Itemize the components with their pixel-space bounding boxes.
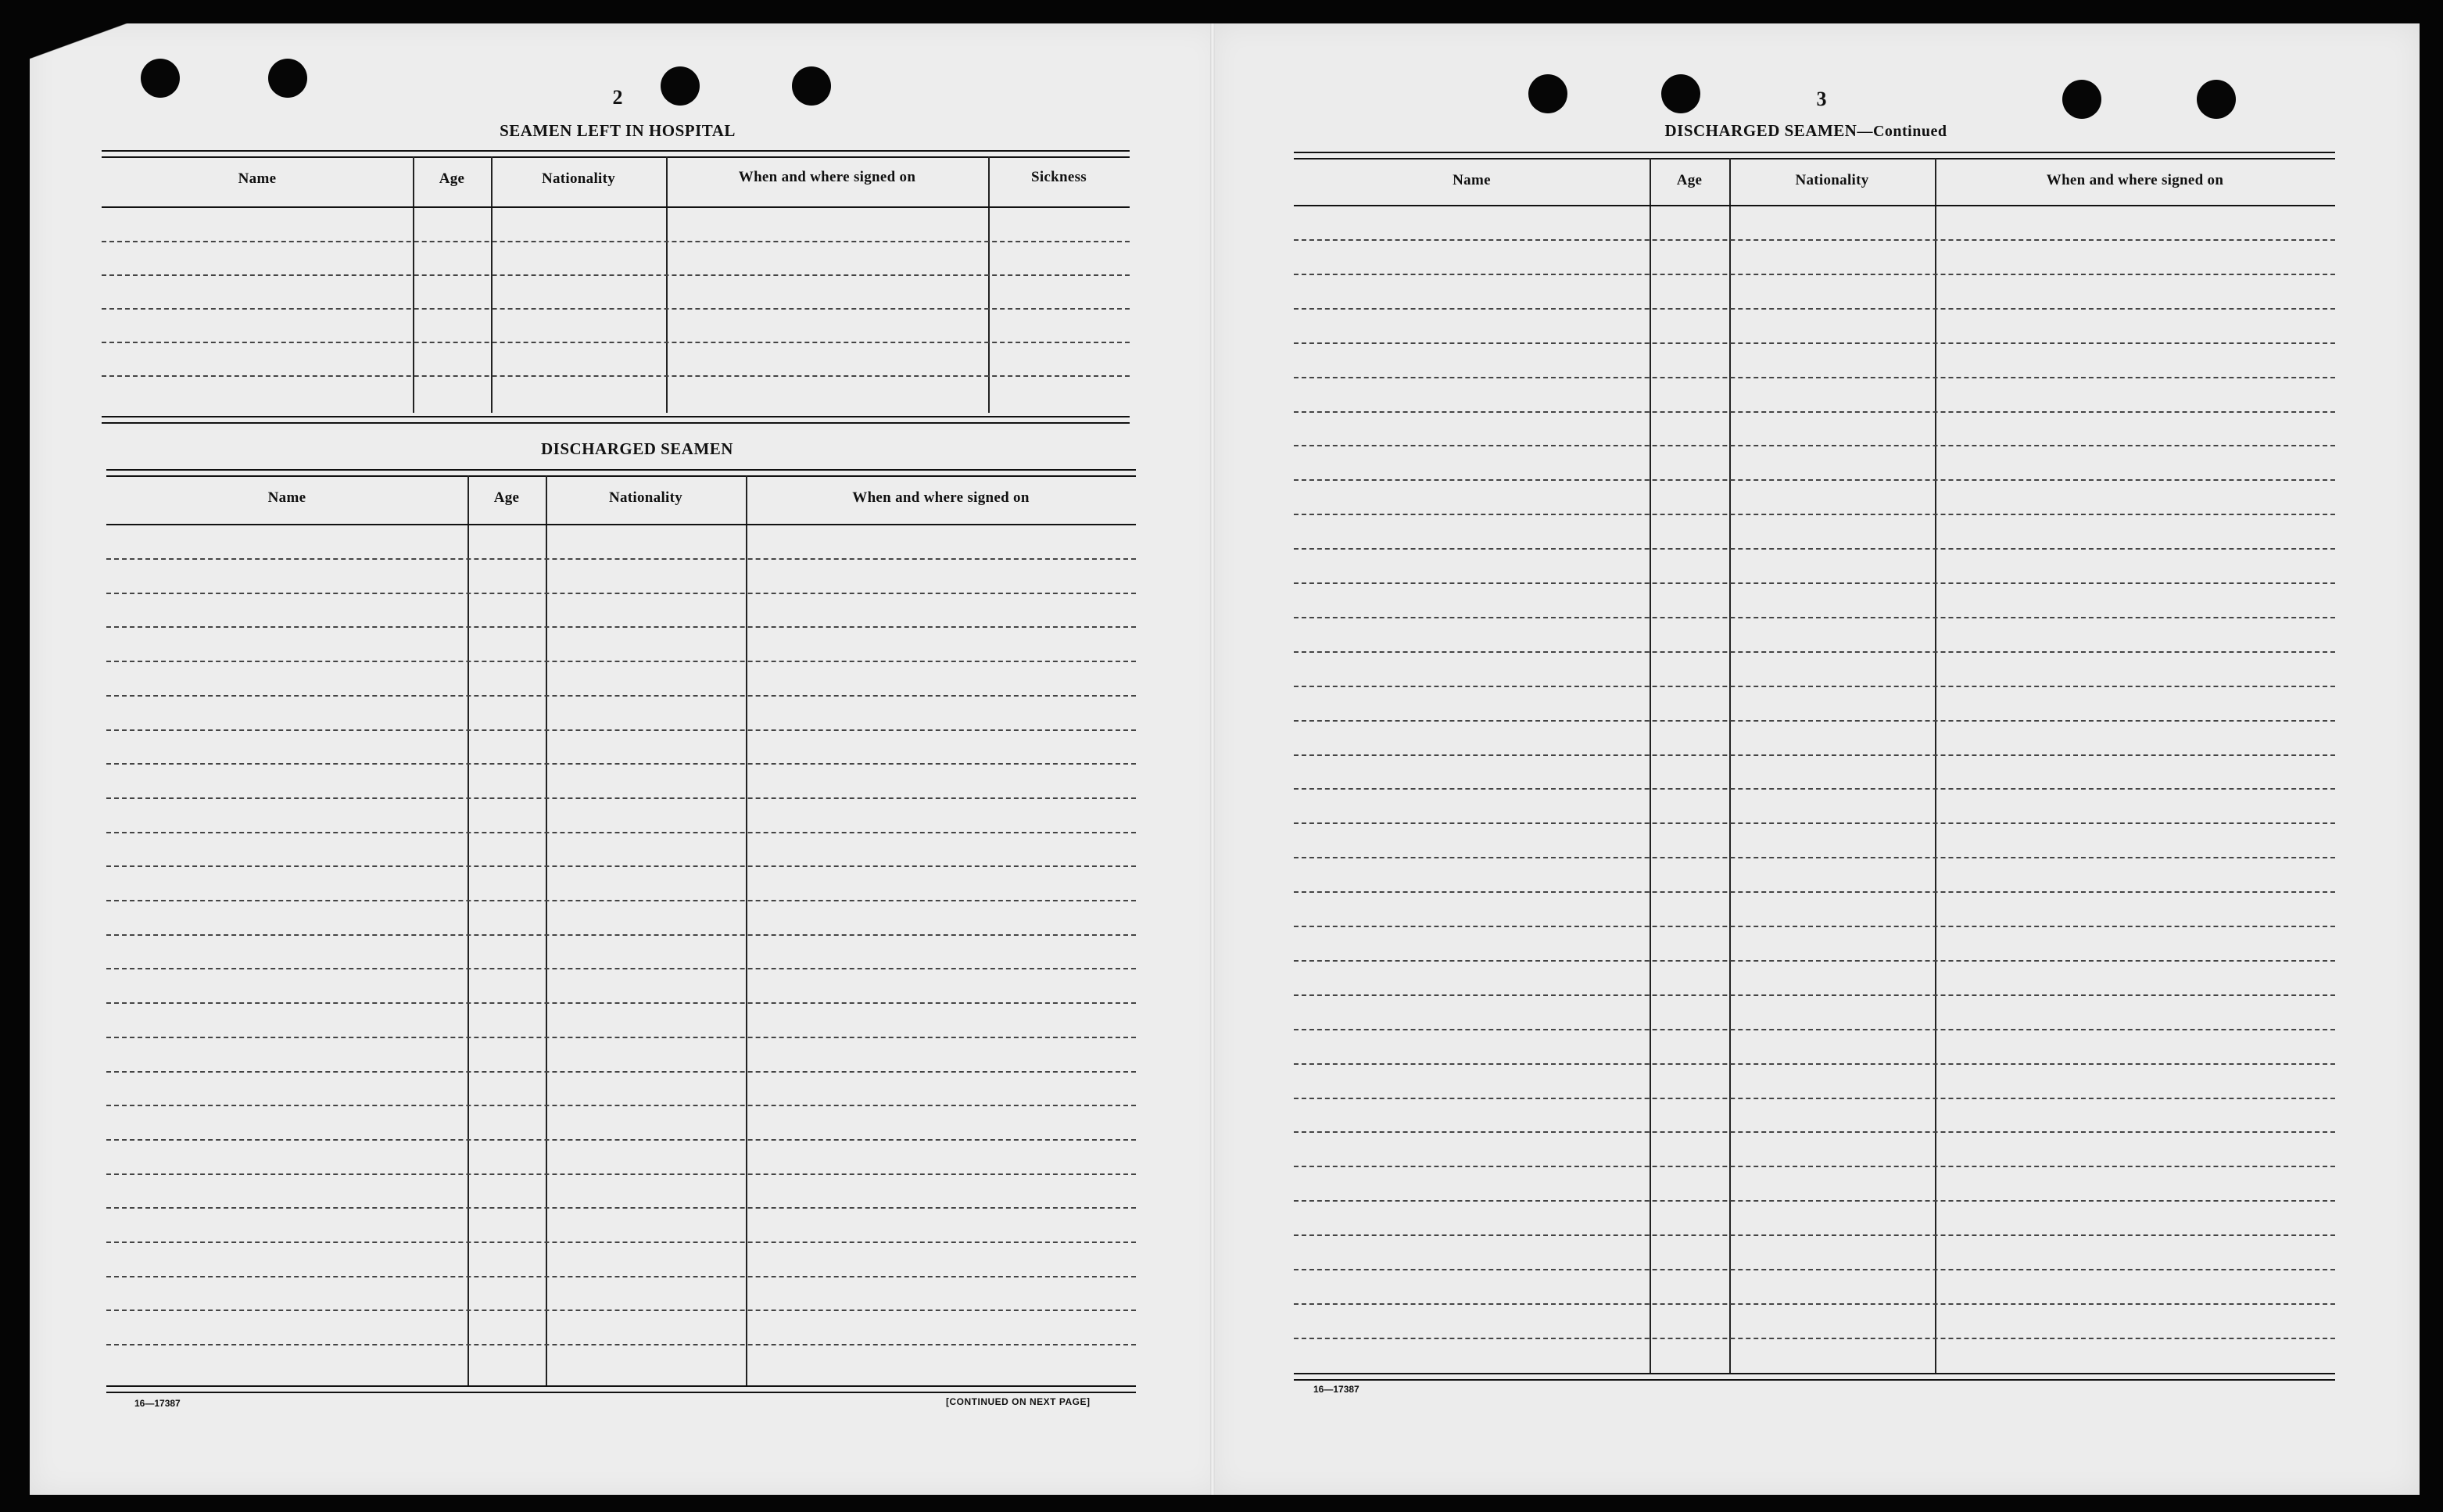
table-top-rule [1294, 152, 2335, 159]
table-row [102, 274, 1130, 276]
table-row [106, 1276, 1136, 1277]
column-header-sickness: Sickness [1030, 169, 1087, 185]
table-row [106, 1002, 1136, 1004]
table-row [106, 968, 1136, 969]
table-row [1294, 1029, 2335, 1030]
table-row [102, 342, 1130, 343]
torn-corner [30, 23, 131, 78]
table-row [106, 1344, 1136, 1345]
table-row [106, 865, 1136, 867]
column-header-nationality: Nationality [1795, 172, 1869, 188]
page-number-right: 3 [1816, 88, 1827, 110]
table-bottom-rule [106, 1385, 1136, 1393]
table-row [1294, 960, 2335, 962]
table-row [1294, 857, 2335, 858]
discharged-continued-title [1610, 121, 2001, 141]
table-row [1294, 1098, 2335, 1099]
discharged-table [106, 469, 1136, 1392]
column-divider [1650, 158, 1651, 1374]
table-row [106, 832, 1136, 833]
table-row [1294, 411, 2335, 413]
column-header-age: Age [1676, 172, 1703, 188]
punch-hole [1528, 74, 1567, 113]
table-row [1294, 651, 2335, 653]
discharged-continued-title-main: DISCHARGED SEAMEN [1664, 121, 1857, 140]
table-row [106, 1310, 1136, 1311]
table-row [106, 1207, 1136, 1209]
table-row [106, 1139, 1136, 1141]
column-header-name: Name [1453, 172, 1491, 188]
table-row [106, 661, 1136, 662]
column-header-signed-on: When and where signed on [738, 169, 916, 185]
column-divider [491, 156, 493, 413]
column-divider [413, 156, 414, 413]
table-row [1294, 582, 2335, 584]
column-divider [988, 156, 990, 413]
punch-hole [1661, 74, 1700, 113]
table-row [1294, 1200, 2335, 1202]
table-bottom-rule [102, 416, 1130, 424]
hospital-section-title: SEAMEN LEFT IN HOSPITAL [500, 121, 736, 140]
table-row [1294, 686, 2335, 687]
table-row [102, 375, 1130, 377]
punch-hole [792, 66, 831, 106]
column-divider [546, 475, 547, 1387]
table-row [106, 1173, 1136, 1175]
table-row [102, 308, 1130, 310]
table-row [106, 797, 1136, 799]
punch-hole [2197, 80, 2236, 119]
table-row [1294, 617, 2335, 618]
table-row [1294, 1063, 2335, 1065]
table-row [106, 593, 1136, 594]
table-row [106, 763, 1136, 765]
column-header-name: Name [238, 170, 277, 187]
table-row [1294, 445, 2335, 446]
table-row [106, 695, 1136, 697]
table-row [1294, 239, 2335, 241]
discharged-continued-title-suffix: —Continued [1857, 123, 1947, 140]
column-header-nationality: Nationality [541, 170, 616, 187]
table-row [106, 1241, 1136, 1243]
table-row [106, 1071, 1136, 1073]
table-row [106, 558, 1136, 560]
column-header-name: Name [267, 489, 306, 506]
table-row [1294, 1166, 2335, 1167]
table-row [1294, 720, 2335, 722]
column-divider [1935, 158, 1936, 1374]
table-row [1294, 994, 2335, 996]
column-header-age: Age [493, 489, 520, 506]
page-fold [1210, 23, 1215, 1495]
table-row [106, 729, 1136, 731]
table-row [1294, 1269, 2335, 1270]
table-row [1294, 479, 2335, 481]
table-row [1294, 1234, 2335, 1236]
column-header-signed-on: When and where signed on [2046, 172, 2224, 188]
table-row [1294, 788, 2335, 790]
form-code-left: 16—17387 [134, 1398, 181, 1409]
punch-hole [661, 66, 700, 106]
table-top-rule [106, 469, 1136, 477]
column-header-age: Age [439, 170, 465, 187]
table-row [106, 934, 1136, 936]
table-row [1294, 822, 2335, 824]
table-row [106, 1037, 1136, 1038]
table-row [1294, 1303, 2335, 1305]
table-row [106, 626, 1136, 628]
discharged-section-title: DISCHARGED SEAMEN [541, 439, 733, 458]
table-row [1294, 377, 2335, 378]
table-row [1294, 274, 2335, 275]
table-row [1294, 514, 2335, 515]
column-header-nationality: Nationality [608, 489, 683, 506]
header-rule [1294, 205, 2335, 206]
table-row [1294, 1131, 2335, 1133]
column-divider [467, 475, 469, 1387]
table-row [106, 900, 1136, 901]
header-rule [106, 524, 1136, 525]
hospital-table [102, 150, 1130, 422]
punch-hole [268, 59, 307, 98]
form-code-right: 16—17387 [1313, 1384, 1359, 1395]
table-row [102, 241, 1130, 242]
page-number-left: 2 [612, 86, 623, 109]
table-top-rule [102, 150, 1130, 158]
table-row [106, 1105, 1136, 1106]
column-header-signed-on: When and where signed on [852, 489, 1030, 506]
table-row [1294, 308, 2335, 310]
table-row [1294, 926, 2335, 927]
punch-hole [2062, 80, 2101, 119]
column-divider [1729, 158, 1731, 1374]
table-row [1294, 891, 2335, 893]
column-divider [746, 475, 747, 1387]
discharged-continued-table [1294, 152, 2335, 1379]
continued-note: [CONTINUED ON NEXT PAGE] [946, 1396, 1091, 1407]
table-row [1294, 754, 2335, 756]
header-rule [102, 206, 1130, 208]
punch-hole [141, 59, 180, 98]
table-row [1294, 548, 2335, 550]
table-row [1294, 342, 2335, 344]
column-divider [666, 156, 668, 413]
table-bottom-rule [1294, 1373, 2335, 1381]
table-row [1294, 1338, 2335, 1339]
